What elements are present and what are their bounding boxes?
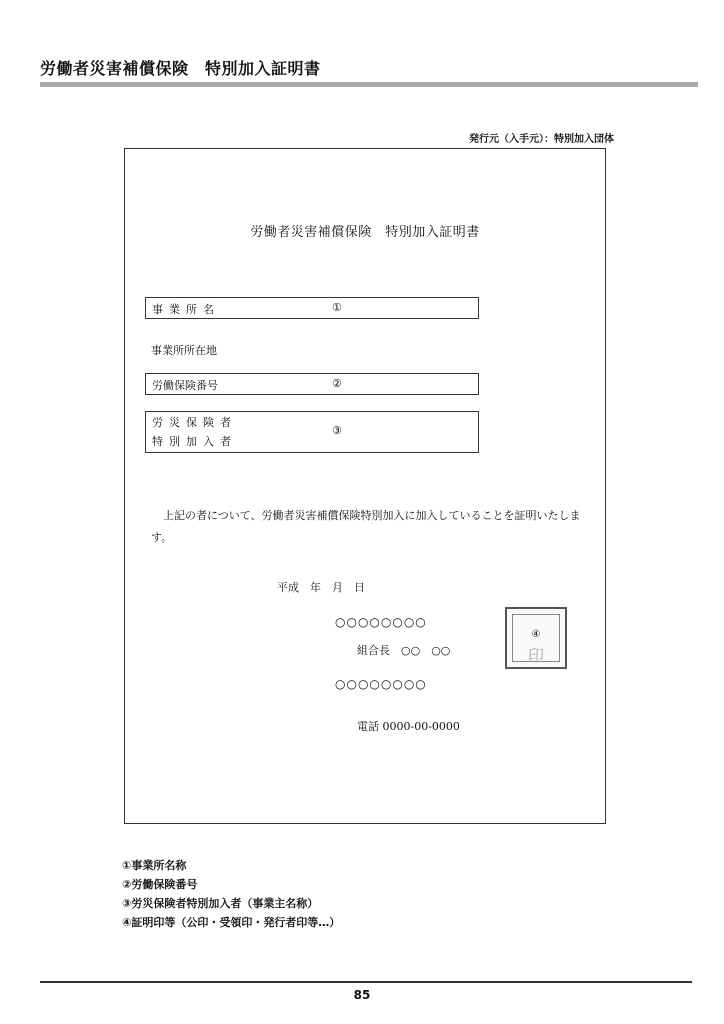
seal-stamp (505, 607, 567, 669)
date-line: 平成 年 月 日 (277, 581, 365, 594)
seal-number: ④ (531, 629, 541, 640)
office-address-label: 事業所所在地 (151, 344, 217, 357)
insurance-number-label: 労働保険番号 (152, 379, 218, 392)
note-item: ①事業所名称 (122, 859, 187, 872)
note-item: ③労災保険者特別加入者（事業主名称） (122, 897, 319, 910)
certificate-body-text: 上記の者について、労働者災害補償保険特別加入に加入していることを証明いたします。 (151, 509, 581, 544)
special-member-label-line1: 労災保険者 (152, 416, 237, 429)
certificate-frame (124, 148, 606, 824)
organization-name: ○○○○○○○○ (335, 615, 427, 629)
legend-notes (122, 856, 340, 932)
organization-address: ○○○○○○○○ (335, 677, 427, 691)
special-member-box (145, 411, 479, 453)
note-item: ②労働保険番号 (122, 878, 198, 891)
insurance-number-box (145, 373, 479, 395)
page-title: 労働者災害補償保険 特別加入証明書 (40, 59, 321, 78)
phone-number: 電話 0000-00-0000 (357, 720, 460, 733)
seal-icon: 印 (527, 646, 544, 665)
office-name-marker: ① (332, 301, 342, 314)
certificate-title: 労働者災害補償保険 特別加入証明書 (250, 225, 480, 240)
special-member-marker: ③ (332, 424, 342, 437)
special-member-label-line2: 特別加入者 (152, 435, 237, 448)
issuer-note: 発行元（入手元）：特別加入団体 (469, 134, 614, 145)
note-item: ④証明印等（公印・受領印・発行者印等…） (122, 916, 341, 929)
insurance-number-marker: ② (332, 377, 342, 390)
office-name-label: 事業所名 (152, 303, 220, 316)
seal-inner-frame (512, 614, 560, 665)
footer-divider (40, 981, 692, 983)
header-divider (40, 82, 698, 87)
chairman-name: 組合長 ○○ ○○ (357, 644, 451, 657)
page-number: 85 (353, 988, 371, 1002)
office-name-box (145, 297, 479, 319)
